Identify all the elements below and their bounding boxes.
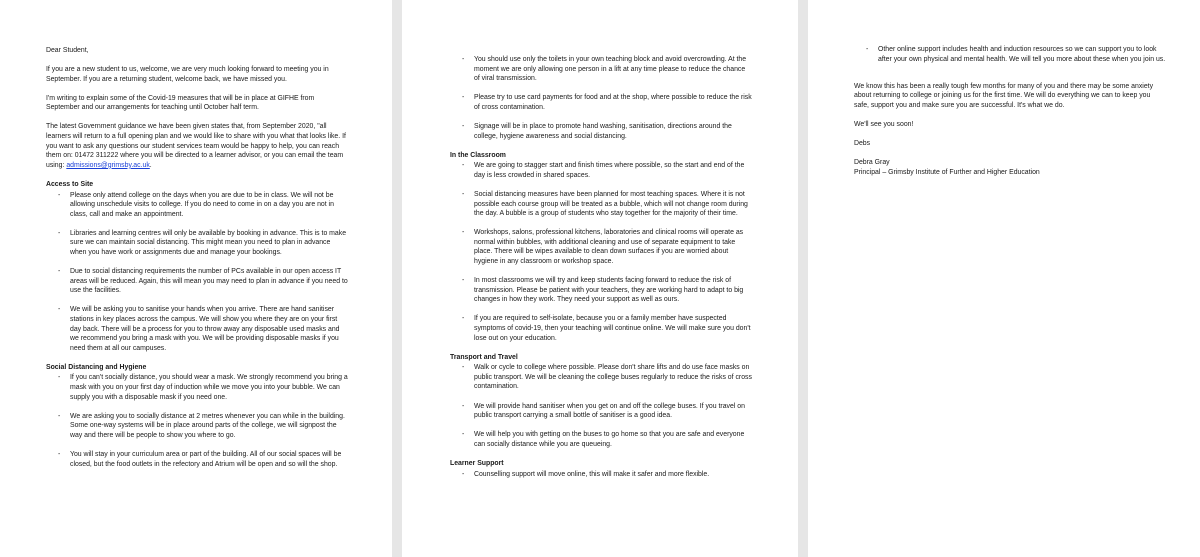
classroom-list bbox=[450, 161, 752, 343]
distancing-list bbox=[46, 373, 348, 469]
list-item: - Counselling support will move online, this will make it safer and more flexible. bbox=[450, 470, 752, 480]
intro-paragraph-3-text: The latest Government guidance we have been given states that, from September 2020, "all learners will return to a full opening plan and we would like to share with you what that looks like. If you want to ask any questions our student services team would be happy to help, you can reach them on: 01472 311222 where you will be directed to a learner advisor, or you can email the team using: bbox=[46, 123, 346, 169]
closing-line: We'll see you soon! bbox=[854, 120, 914, 128]
access-list bbox=[46, 191, 348, 354]
transport-list bbox=[450, 363, 752, 449]
learner-support-continued-list bbox=[854, 45, 1166, 64]
hygiene-continued-list bbox=[450, 55, 752, 141]
list-item: - Due to social distancing requirements the number of PCs available in our open access IT areas will be reduced. Again, this will mean you may need to plan in advance if you need to use the facilities. bbox=[46, 267, 348, 296]
list-item: - Walk or cycle to college where possible. Please don't share lifts and do use face masks on public transport. We will be cleaning the college buses regularly to reduce the risks of cross contamination. bbox=[450, 363, 752, 392]
signatory-title: Principal – Grimsby Institute of Further and Higher Education bbox=[854, 168, 1040, 176]
classroom-heading: In the Classroom bbox=[450, 151, 506, 159]
closing-paragraph: We know this has been a really tough few months for many of you and there may be some anxiety about returning to college or joining us for the first time. We will do everything we can to keep you safe, support you and make sure you are successful. It's what we do. bbox=[854, 82, 1154, 109]
list-item: - Social distancing measures have been planned for most teaching spaces. Where it is not possible each course group will be treated as a bubble, which will not change room during the day. A bubble is a group of students who stay together for the majority of their time. bbox=[450, 190, 752, 219]
signoff: Debs bbox=[854, 140, 871, 148]
list-item: - Signage will be in place to promote hand washing, sanitisation, directions around the college, hygiene awareness and social distancing. bbox=[450, 122, 752, 141]
learner-support-heading: Learner Support bbox=[450, 459, 504, 467]
access-heading: Access to Site bbox=[46, 180, 94, 188]
intro-paragraph-3 bbox=[46, 122, 348, 170]
list-item: - In most classrooms we will try and keep students facing forward to reduce the risk of transmission. Please be patient with your teachers, they are working hard to adapt to big changes in how they work. They need your support as well as ours. bbox=[450, 276, 752, 305]
admissions-email-link[interactable]: admissions@grimsby.ac.uk bbox=[66, 161, 150, 169]
intro-paragraph-3-end: . bbox=[149, 161, 152, 169]
document-page-1 bbox=[0, 0, 392, 557]
list-item: - You will stay in your curriculum area or part of the building. All of our social spaces will be closed, but the food outlets in the refectory and Atrium will be open and so will the shop. bbox=[46, 450, 348, 469]
list-item: - Please only attend college on the days when you are due to be in class. We will not be allowing unschedule visits to college. If you do need to come in on a day you are not in class, call and make an appointment. bbox=[46, 191, 348, 220]
document-page-2 bbox=[402, 0, 798, 557]
list-item: - We are going to stagger start and finish times where possible, so the start and end of the day is less crowded in shared spaces. bbox=[450, 161, 752, 180]
list-item: - Workshops, salons, professional kitchens, laboratories and clinical rooms will operate as normal within bubbles, with additional cleaning and use of separate equipment to take place. There will be wipes available to clean down surfaces if you are worried about hygiene in any classroom or workshop space. bbox=[450, 228, 752, 266]
list-item: - We are asking you to socially distance at 2 metres whenever you can while in the building. Some one-way systems will be in place around parts of the college, we will signpost the way and there will be people to show you where to go. bbox=[46, 412, 348, 441]
list-item: - We will help you with getting on the buses to go home so that you are safe and everyone can socially distance while you are queueing. bbox=[450, 430, 752, 449]
list-item: - You should use only the toilets in your own teaching block and avoid overcrowding. At the moment we are only allowing one person in a lift at any time please to reduce the chance of viral transmission. bbox=[450, 55, 752, 84]
document-page-3 bbox=[808, 0, 1200, 557]
list-item: - If you are required to self-isolate, because you or a family member have suspected symptoms of covid-19, then your teaching will continue online. We will make sure you don't lose out on your education. bbox=[450, 314, 752, 343]
distancing-heading: Social Distancing and Hygiene bbox=[46, 363, 147, 371]
list-item: - Other online support includes health and induction resources so we can support you to look after your own physical and mental health. We will tell you more about these when you join us. bbox=[854, 45, 1166, 64]
salutation: Dear Student, bbox=[46, 47, 89, 54]
intro-paragraph-1: If you are a new student to us, welcome, we are very much looking forward to meeting you in September. If you are a returning student, welcome back, we have missed you. bbox=[46, 66, 329, 83]
learner-support-list bbox=[450, 470, 752, 480]
list-item: - If you can't socially distance, you should wear a mask. We strongly recommend you bring a mask with you on your first day of induction while we move you into your bubble. We can supply you with a disposable mask if you need one. bbox=[46, 373, 348, 402]
list-item: - Please try to use card payments for food and at the shop, where possible to reduce the risk of cross contamination. bbox=[450, 93, 752, 112]
list-item: - Libraries and learning centres will only be available by booking in advance. This is to make sure we can maintain social distancing. This might mean you need to plan in advance when you have work or assignments due and manage your bookings. bbox=[46, 229, 348, 258]
list-item: - We will be asking you to sanitise your hands when you arrive. There are hand sanitiser stations in key places across the campus. We will show you where they are on your first day back. There will be a process for you to throw away any disposable used masks and we recommend you bring a mask with you. We will be providing disposable masks if you need them at all our campuses. bbox=[46, 305, 348, 353]
list-item: - We will provide hand sanitiser when you get on and off the college buses. If you travel on public transport carrying a small bottle of sanitiser is a good idea. bbox=[450, 402, 752, 421]
transport-heading: Transport and Travel bbox=[450, 353, 518, 361]
intro-paragraph-2: I'm writing to explain some of the Covid-19 measures that will be in place at GIFHE from September and our arrangements for teaching until October half term. bbox=[46, 94, 315, 112]
signatory-name: Debra Gray bbox=[854, 159, 890, 167]
